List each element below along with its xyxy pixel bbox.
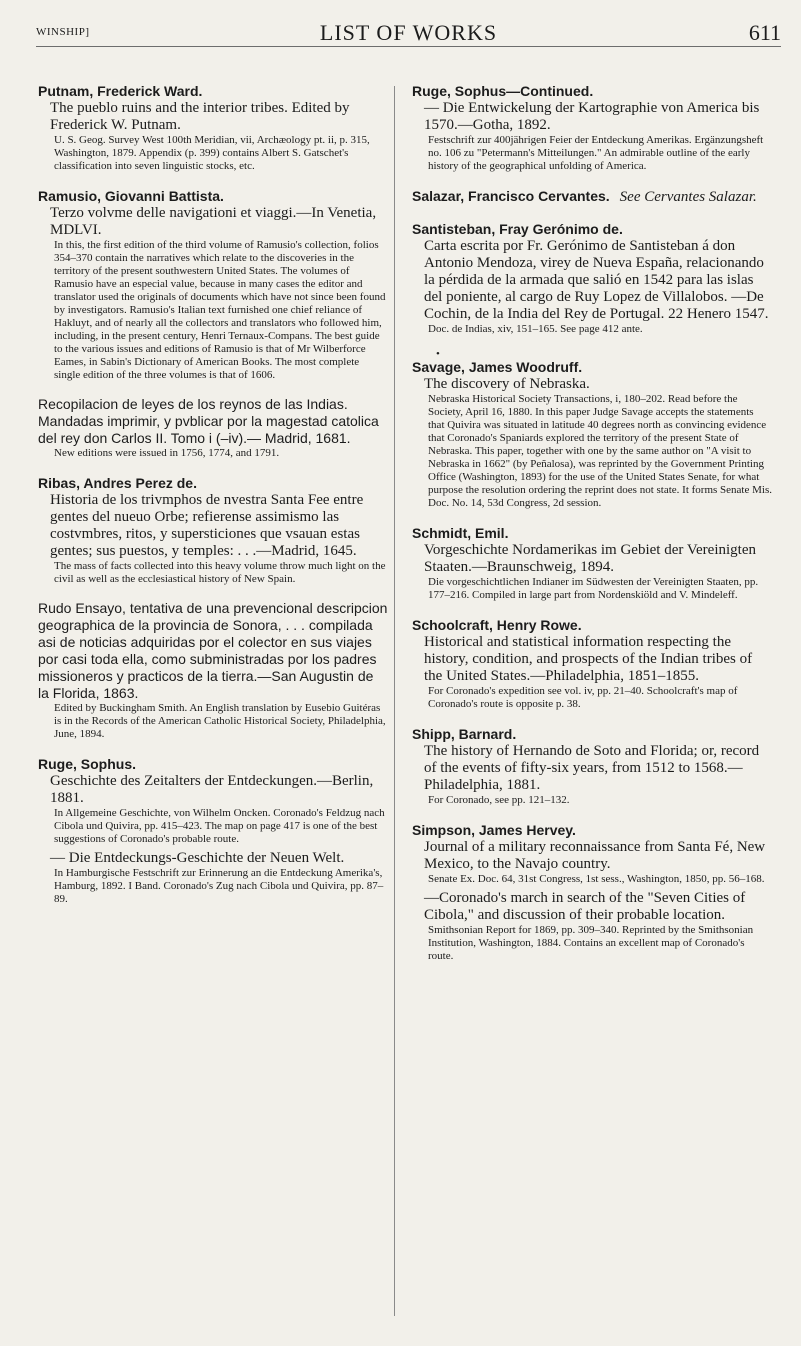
entry-note: Senate Ex. Doc. 64, 31st Congress, 1st sess., Washington, 1850, pp. 56–168. — [428, 873, 765, 885]
header-title: LIST OF WORKS — [319, 20, 498, 45]
entry-note: The mass of facts collected into this heavy volume throw much light on the civil as well as the ecclesiastical history of New Spain. — [54, 560, 386, 585]
entry-note: U. S. Geog. Survey West 100th Meridian, vii, Archæology pt. ii, p. 315, Washington, 1879. Appendix (p. 399) contains Albert S. Gatschet's classification into seven linguistic stocks, etc. — [54, 134, 370, 172]
bibliography-entry — [38, 474, 388, 586]
entry-author: Putnam, Frederick Ward. — [38, 83, 203, 99]
left-column — [38, 82, 388, 920]
entry-title: The discovery of Nebraska. — [424, 376, 590, 392]
entry-subnote: Smithsonian Report for 1869, pp. 309–340. Reprinted by the Smithsonian Institution, Washington, 1884. Contains an excellent map of Coronado's route. — [428, 924, 754, 962]
entry-note: For Coronado, see pp. 121–132. — [428, 794, 570, 806]
entry-title: Rudo Ensayo, tentativa de una prevencional descripcion geographica de la provincia de Sonora, . . . compilada asi de noticias adquiridas por el colector en sus viajes por casi toda ella, como subministradas por los padres missioneros y practicos de la tierra.—San Augustin de la Florida, 1863. — [38, 600, 388, 701]
entry-title: The pueblo ruins and the interior tribes. Edited by Frederick W. Putnam. — [50, 100, 350, 133]
stray-mark: • — [436, 348, 440, 360]
entry-note: In this, the first edition of the third volume of Ramusio's collection, folios 354–370 contain the narratives which relate to the discoveries in the territory of the present southwestern United States. The volumes of Ramusio have an especial value, because in many cases the editor and translator used the originals of documents which have not since been found by investigators. Ramusio's Italian text furnished one chief reliance of Hakluyt, and of nearly all the collectors and translators who followed him, including, in the present century, Henri Ternaux-Compans. The best guide to the various issues and editions of Ramusio is that of Mr Wilberforce Eames, in Sabin's Dictionary of American Books. The most complete single edition of the three volumes is that of 1606. — [54, 239, 386, 381]
entry-note: New editions were issued in 1756, 1774, and 1791. — [54, 447, 280, 459]
entry-note: In Allgemeine Geschichte, von Wilhelm Oncken. Coronado's Feldzug nach Cibola und Quivira, pp. 415–423. The map on page 417 is one of the best suggestions of Coronado's probable route. — [54, 807, 385, 845]
bibliography-entry — [412, 220, 772, 336]
bibliography-entry — [412, 358, 772, 510]
bibliography-entry — [412, 187, 772, 206]
entry-author: Ruge, Sophus. — [38, 756, 136, 772]
bibliography-entry — [412, 524, 772, 602]
entry-title: — Die Entwickelung der Kartographie von America bis 1570.—Gotha, 1892. — [424, 100, 760, 133]
entry-author: Simpson, James Hervey. — [412, 822, 576, 838]
entry-title: Recopilacion de leyes de los reynos de las Indias. Mandadas imprimir, y pvblicar por la magestad catolica del rey don Carlos II. Tomo i (–iv).— Madrid, 1681. — [38, 396, 379, 446]
header-left: WINSHIP] — [36, 26, 90, 38]
entry-author: Salazar, Francisco Cervantes. — [412, 188, 610, 204]
entry-title: Historical and statistical information respecting the history, condition, and prospects of the Indian tribes of the United States.—Philadelphia, 1851–1855. — [424, 634, 753, 684]
entry-title: Geschichte des Zeitalters der Entdeckungen.—Berlin, 1881. — [50, 773, 374, 806]
entry-subtitle: —Coronado's march in search of the "Seven Cities of Cibola," and discussion of their probable location. — [424, 890, 746, 923]
entry-author: Ramusio, Giovanni Battista. — [38, 188, 224, 204]
entry-title: The history of Hernando de Soto and Florida; or, record of the events of fifty-six years, from 1512 to 1568.— Philadelphia, 1881. — [424, 743, 760, 793]
bibliography-entry — [412, 821, 772, 963]
column-divider — [394, 86, 395, 1316]
bibliography-entry — [38, 187, 388, 382]
entry-subnote: In Hamburgische Festschrift zur Erinnerung an die Entdeckung Amerika's, Hamburg, 1892. I Band. Coronado's Zug nach Cibola und Quivira, pp. 87–89. — [54, 867, 384, 905]
entry-author: Schmidt, Emil. — [412, 525, 509, 541]
bibliography-entry — [38, 755, 388, 906]
entry-note: Festschrift zur 400jährigen Feier der Entdeckung Amerikas. Ergänzungsheft no. 106 zu "Petermann's Mitteilungen." An admirable outline of the early history of the geographical unfolding of America. — [428, 134, 764, 172]
bibliography-entry — [412, 725, 772, 807]
entry-author: Santisteban, Fray Gerónimo de. — [412, 221, 623, 237]
bibliography-entry — [38, 600, 388, 741]
entry-cross-reference: See Cervantes Salazar. — [619, 189, 757, 205]
entry-note: For Coronado's expedition see vol. iv, pp. 21–40. Schoolcraft's map of Coronado's route is opposite p. 38. — [428, 685, 738, 710]
page-number: 611 — [748, 20, 781, 45]
bibliography-entry — [412, 616, 772, 711]
entry-author: Savage, James Woodruff. — [412, 359, 583, 375]
entry-title: Historia de los trivmphos de nvestra Santa Fee entre gentes del nueuo Orbe; refierense assimismo las costvmbres, ritos, y supersticiones que vsauan estas gentes; sus puestos, y temples: . . .—Madrid, 1645. — [50, 492, 364, 559]
right-column — [412, 82, 772, 977]
entry-note: Doc. de Indias, xiv, 151–165. See page 412 ante. — [428, 323, 643, 335]
entry-author: Ruge, Sophus—Continued. — [412, 83, 594, 99]
entry-subtitle: — Die Entdeckungs-Geschichte der Neuen Welt. — [50, 850, 345, 866]
entry-author: Ribas, Andres Perez de. — [38, 475, 197, 491]
entry-title: Carta escrita por Fr. Gerónimo de Santisteban á don Antonio Mendoza, virey de Nueva España, relacionando la pérdida de la armada que salió en 1542 para las islas del poniente, al cargo de Ruy Lopez de Villalobos. —De Cochin, de la India del Rey de Portugal. 22 Henero 1547. — [424, 238, 769, 322]
bibliography-entry — [412, 82, 772, 173]
bibliography-entry — [38, 82, 388, 173]
entry-title: Terzo volvme delle navigationi et viaggi.—In Venetia, MDLVI. — [50, 205, 377, 238]
running-head — [36, 16, 781, 47]
entry-note: Nebraska Historical Society Transactions, i, 180–202. Read before the Society, April 16, 1880. In this paper Judge Savage accepts the statements that Quivira was situated in latitude 40 degrees north as convincing evidence that Coronado's Spaniards explored the territory of the present State of Nebraska. This paper, together with one by the same author on "A visit to Nebraska in 1662" (by Peñalosa), was reprinted by the Government Printing Office (Washington, 1893) for the use of the United States Senate, for what purpose the resolution ordering the reprint does not state. It forms Senate Mis. Doc. No. 14, 53d Congress, 2d session. — [428, 393, 772, 509]
entry-note: Die vorgeschichtlichen Indianer im Südwesten der Vereinigten Staaten, pp. 177–216. Compiled in large part from Nordenskiöld and V. Mindeleff. — [428, 576, 759, 601]
entry-author: Shipp, Barnard. — [412, 726, 517, 742]
bibliography-entry — [38, 396, 388, 460]
entry-author: Schoolcraft, Henry Rowe. — [412, 617, 582, 633]
entry-note: Edited by Buckingham Smith. An English translation by Eusebio Guitéras is in the Records of the American Catholic Historical Society, Philadelphia, June, 1894. — [54, 702, 386, 740]
entry-title: Vorgeschichte Nordamerikas im Gebiet der Vereinigten Staaten.—Braunschweig, 1894. — [424, 542, 756, 575]
entry-title: Journal of a military reconnaissance from Santa Fé, New Mexico, to the Navajo country. — [424, 839, 766, 872]
